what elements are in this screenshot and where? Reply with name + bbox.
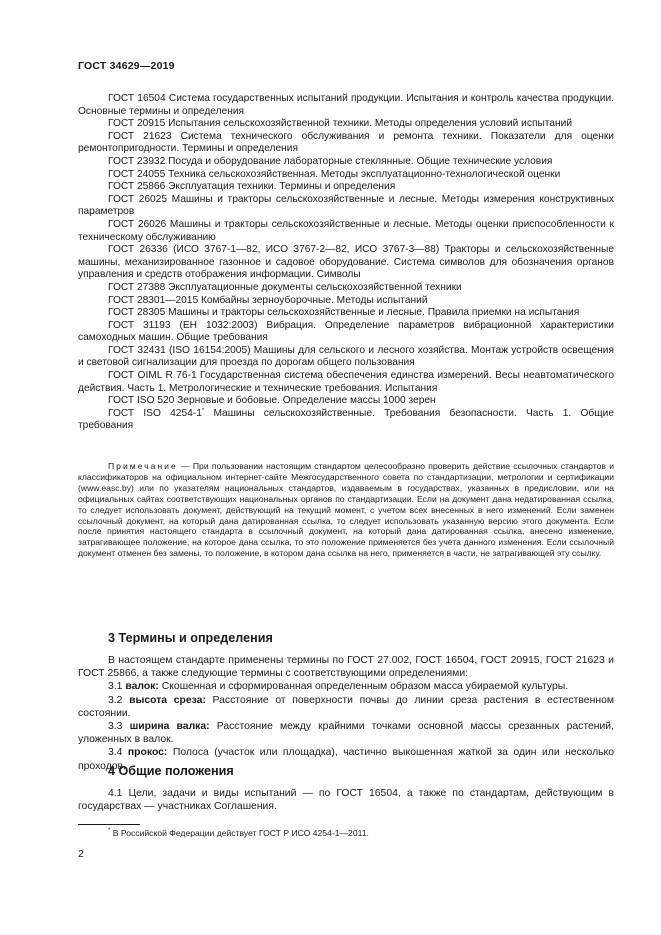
reference-item: ГОСТ 21623 Система технического обслуживания и ремонта техники. Показатели для оценки ремонтопригодности. Термины и определения	[78, 130, 614, 155]
reference-item: ГОСТ 20915 Испытания сельскохозяйственной техники. Методы определения условий испытаний	[108, 118, 573, 130]
reference-item: ГОСТ 26026 Машины и тракторы сельскохозяйственные и лесные. Методы оценки приспособленности к техническому обслуживанию	[78, 218, 614, 243]
term: валок:	[125, 681, 159, 693]
reference-item: ГОСТ 28305 Машины и тракторы сельскохозяйственные и лесные. Правила приемки на испытания	[108, 307, 580, 319]
section-3-intro: В настоящем стандарте применены термины по ГОСТ 27.002, ГОСТ 16504, ГОСТ 20915, ГОСТ 21623 и ГОСТ 25866, а также следующие термины с соответствующими определениями:	[78, 655, 614, 680]
document-header: ГОСТ 34629—2019	[78, 60, 175, 72]
term-definition: 3.2 высота среза: Расстояние от поверхности почвы до линии среза растения в естественном состоянии.	[78, 694, 614, 719]
term-definition: 3.4 прокос: Полоса (участок или площадка), частично выкошенная жаткой за один или несколько проходов.	[78, 747, 614, 772]
footnote-mark: *	[108, 828, 111, 834]
reference-item: ГОСТ 25866 Эксплуатация техники. Термины и определения	[108, 181, 396, 193]
reference-item: ГОСТ 27388 Эксплуатационные документы сельскохозяйственной техники	[108, 281, 462, 293]
section-3-body	[78, 654, 614, 773]
reference-item-last	[78, 408, 614, 433]
page-number: 2	[78, 848, 84, 860]
section-4-paragraph: 4.1 Цели, задачи и виды испытаний — по ГОСТ 16504, а также по стандартам, действующим в государствах — участниках Соглашения.	[78, 788, 614, 813]
reference-item: ГОСТ 28301—2015 Комбайны зерноуборочные. Методы испытаний	[108, 294, 428, 306]
section-4-body	[78, 787, 614, 813]
footnote-divider	[78, 824, 140, 825]
reference-item: ГОСТ 24055 Техника сельскохозяйственная. Методы эксплуатационно-технологической оценки	[108, 168, 561, 180]
definition: Скошенная и сформированная определенным образом масса убираемой культуры.	[158, 681, 569, 693]
footnote	[108, 828, 369, 838]
normative-references-list	[78, 93, 614, 433]
term-definition: 3.3 ширина валка: Расстояние между крайними точками основной массы срезанных растений, уложенных в валок.	[78, 721, 615, 746]
term: ширина валка:	[129, 721, 210, 733]
definition: Расстояние между крайними точками основной массы срезанных растений, уложенных в валок.	[78, 721, 615, 746]
note-block	[78, 461, 614, 559]
note-label: Примечание	[108, 461, 178, 471]
footnote-text: В Российской Федерации действует ГОСТ Р ИСО 4254-1—2011.	[112, 828, 369, 838]
reference-item: ГОСТ 23932 Посуда и оборудование лабораторные стеклянные. Общие технические условия	[108, 155, 553, 167]
footnote-marker: *	[201, 407, 205, 414]
reference-item: ГОСТ ISO 520 Зерновые и бобовые. Определение массы 1000 зерен	[108, 395, 436, 407]
reference-item: ГОСТ 32431 (ISO 16154:2005) Машины для сельского и лесного хозяйства. Монтаж устройств освещения и световой сигнализации для проезда по дорогам общего пользования	[78, 344, 614, 369]
reference-item: ГОСТ 31193 (ЕН 1032:2003) Вибрация. Определение параметров вибрационной характеристики самоходных машин. Общие требования	[78, 319, 614, 344]
reference-item: ГОСТ 26336 (ИСО 3767-1—82, ИСО 3767-2—82, ИСО 3767-3—88) Тракторы и сельскохозяйственные машины, механизированное газонное и садовое оборудование. Система символов для обозначения органов управления и средств отображения информации. Символы	[78, 244, 614, 281]
section-4-heading: 4 Общие положения	[108, 764, 234, 778]
reference-item: ГОСТ OIML R 76-1 Государственная система обеспечения единства измерений. Весы неавтоматического действия. Часть 1. Метрологические и технические требования. Испытания	[78, 370, 614, 394]
section-3-heading: 3 Термины и определения	[108, 631, 273, 645]
reference-text: ГОСТ ISO 4254-1	[108, 407, 202, 419]
term: прокос:	[127, 747, 168, 759]
term-definition: 3.1 валок: Скошенная и сформированная определенным образом масса убираемой культуры.	[108, 681, 569, 693]
reference-text: Машины сельскохозяйственные. Требования безопасности. Часть 1. Общие требования	[78, 407, 614, 432]
definition: Расстояние от поверхности почвы до линии среза растения в естественном состоянии.	[78, 694, 614, 719]
term: высота среза:	[129, 694, 206, 706]
note-text: — При пользовании настоящим стандартом целесообразно проверить действие ссылочных стандартов и классификаторов на официальном интернет-сайте Межгосударственного совета по стандартизации, метрологии и сертификации (www.easc.by) или по указателям национальных стандартов, издаваемым в государствах, указанных в предисловии, или на официальных сайтах соответствующих национальных органов по стандартизации. Если на документ дана недатированная ссылка, то следует использовать документ, действующий на текущий момент, с учетом всех внесенных в него изменений. Если заменен ссылочный документ, на который дана датированная ссылка, то следует использовать указанную версию этого документа. Если после принятия настоящего стандарта в ссылочный документ, на который дана датированная ссылка, внесено изменение, затрагивающее положение, на которое дана ссылка, то это положение применяется без учета данного изменения. Если ссылочный документ отменен без замены, то положение, в котором дана ссылка на него, применяется в части, не затрагивающей эту ссылку.	[78, 461, 614, 559]
definition: Полоса (участок или площадка), частично выкошенная жаткой за один или несколько проходов.	[78, 747, 614, 772]
reference-item: ГОСТ 16504 Система государственных испытаний продукции. Испытания и контроль качества продукции. Основные термины и определения	[78, 93, 614, 117]
reference-item: ГОСТ 26025 Машины и тракторы сельскохозяйственные и лесные. Методы измерения конструктивных параметров	[78, 193, 614, 218]
